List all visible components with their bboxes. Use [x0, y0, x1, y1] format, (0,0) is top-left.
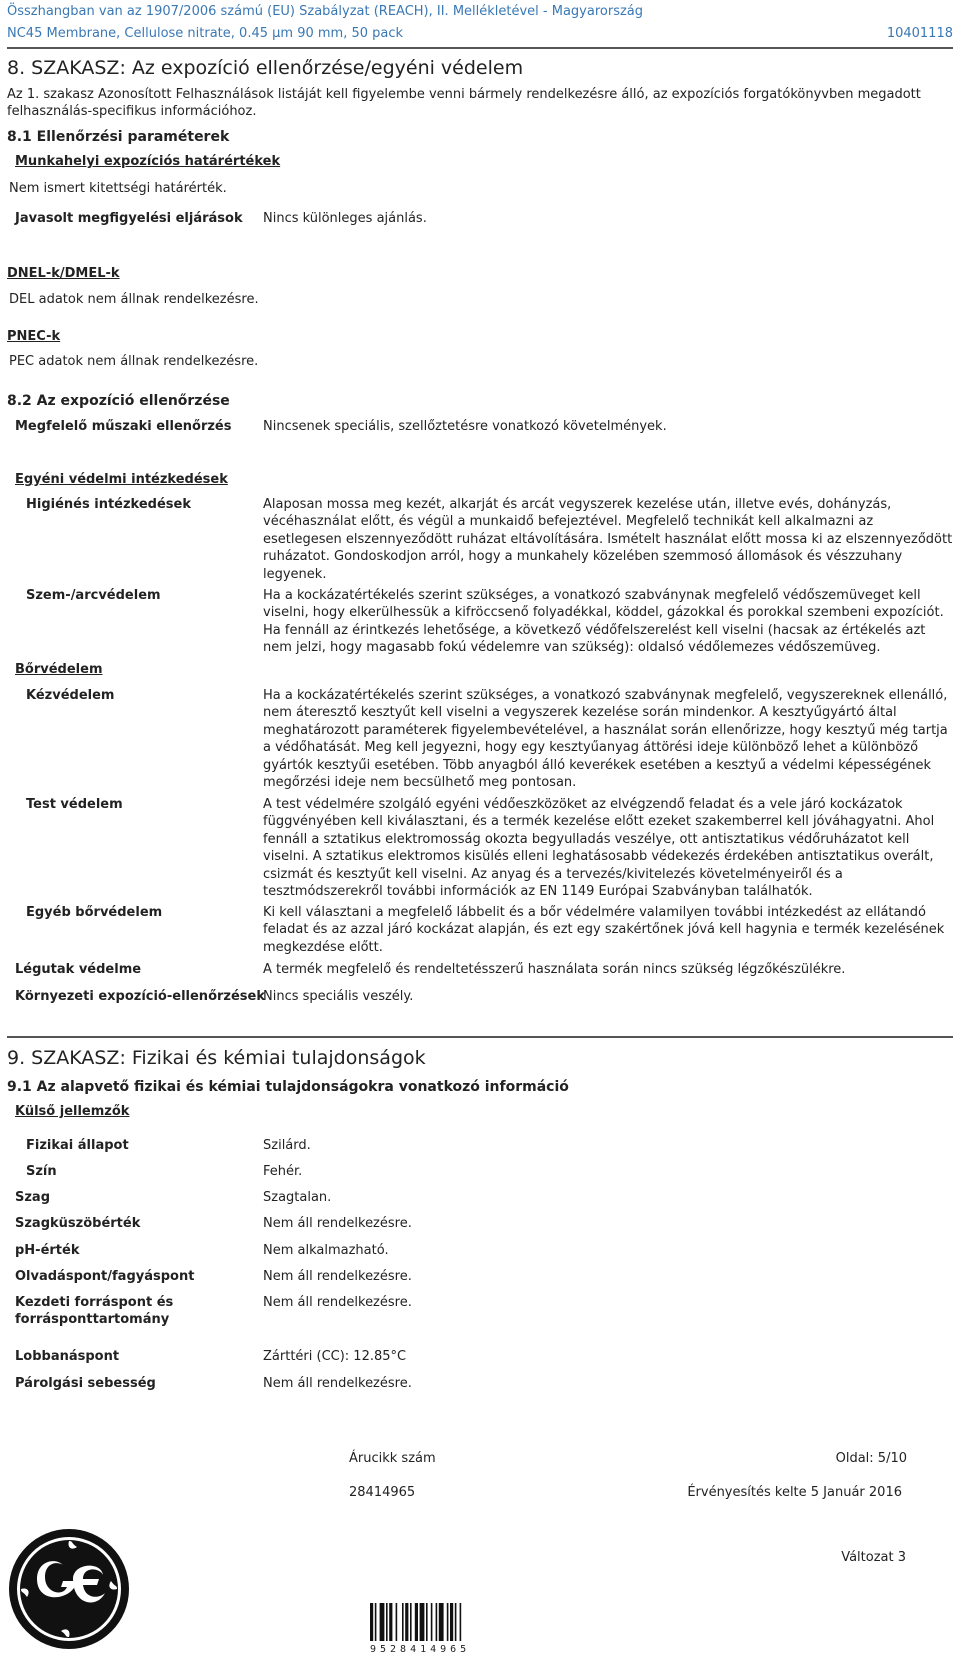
- workplace-limits-title: Munkahelyi expozíciós határértékek: [15, 154, 281, 169]
- hygiene-label: Higiénés intézkedések: [26, 497, 191, 512]
- property-value: Nem áll rendelkezésre.: [263, 1295, 412, 1310]
- barcode-bar: [431, 1603, 433, 1641]
- environmental-value: Nincs speciális veszély.: [263, 989, 414, 1004]
- property-label: Kezdeti forráspont és forrásponttartomány: [15, 1295, 174, 1328]
- dnel-text: DEL adatok nem állnak rendelkezésre.: [9, 292, 259, 307]
- eye-protection-value: Ha a kockázatértékelés szerint szükséges, a vonatkozó szabványnak megfelelő védőszemüveget kell viselni, hogy elkerülhessük a kifröccsenő folyadékkal, köddel, gázokkal és porokkal szembeni expozíciót. Ha fennáll az érintkezés lehetősége, a következő védőfelszerelést kell viselni (hacsak az értékelés azt nem jelzi, hogy magasabb fokú védelemre van szükség): oldalsó védőlemezes védőszemüveg.: [263, 588, 944, 656]
- other-skin-value: Ki kell választani a megfelelő lábbelit és a bőr védelmére valamilyen további intézkedést az ellátandó feladat és az azzal járó kockázat alapján, és ezt egy szakértőnek jóvá kell hagynia e termék kezelésének megkezdése előtt.: [263, 905, 945, 955]
- property-value: Nem áll rendelkezésre.: [263, 1376, 412, 1391]
- property-value: Nem áll rendelkezésre.: [263, 1216, 412, 1231]
- property-label: Szagküszöbérték: [15, 1216, 141, 1231]
- property-label: Lobbanáspont: [15, 1349, 120, 1364]
- property-value: Nem áll rendelkezésre.: [263, 1269, 412, 1284]
- version: Változat 3: [841, 1550, 906, 1565]
- engineering-controls-value: Nincsenek speciális, szellőztetésre vonatkozó követelmények.: [263, 419, 667, 434]
- barcode-bar: [375, 1603, 377, 1641]
- barcode: [370, 1603, 494, 1641]
- ge-logo: [7, 1527, 131, 1651]
- validation-date: Érvényesítés kelte 5 Január 2016: [687, 1485, 902, 1500]
- engineering-controls-label: Megfelelő műszaki ellenőrzés: [15, 419, 232, 434]
- header-code: 10401118: [886, 26, 953, 41]
- property-label: Fizikai állapot: [26, 1138, 129, 1153]
- pnec-text: PEC adatok nem állnak rendelkezésre.: [9, 354, 259, 369]
- header-regulation: Összhangban van az 1907/2006 számú (EU) Szabályzat (REACH), II. Mellékletével - Magyarország: [7, 4, 644, 19]
- hand-protection-value: Ha a kockázatértékelés szerint szükséges, a vonatkozó szabványnak megfelelő, vegyszereknek ellenálló, nem áteresztő kesztyűt kell viselni a vegyszerek kezelése során mindenkor. A kesztyűgyártó által meghatározott paraméterek figyelembevételével, a használat során ellenőrizze, hogy kesztyű még tartja a védőhatását. Meg kell jegyezni, hogy egy kesztyűanyag áttörési ideje különböző lehet a különböző gyártók kesztyűi esetében. Több anyagból álló keverékek esetében a kesztyű a védelmi képességének megőrzési ideje nem becsülhető meg pontosan.: [263, 688, 948, 791]
- barcode-bar: [439, 1603, 444, 1641]
- barcode-bar: [450, 1603, 453, 1641]
- property-value: Nem alkalmazható.: [263, 1243, 389, 1258]
- section-divider: [7, 1036, 953, 1038]
- ppe-title: Egyéni védelmi intézkedések: [15, 472, 228, 487]
- barcode-bar: [415, 1603, 418, 1641]
- property-label: Olvadáspont/fagyáspont: [15, 1269, 195, 1284]
- barcode-bar: [426, 1603, 428, 1641]
- barcode-bar: [455, 1603, 457, 1641]
- barcode-bar: [405, 1603, 408, 1641]
- section-8-title: 8. SZAKASZ: Az expozíció ellenőrzése/egyéni védelem: [7, 57, 524, 79]
- section-9-title: 9. SZAKASZ: Fizikai és kémiai tulajdonságok: [7, 1047, 426, 1069]
- property-value: Zárttéri (CC): 12.85°C: [263, 1349, 407, 1364]
- barcode-bar: [396, 1603, 398, 1641]
- monitoring-value: Nincs különleges ajánlás.: [263, 211, 427, 226]
- header-product: NC45 Membrane, Cellulose nitrate, 0.45 µm 90 mm, 50 pack: [7, 26, 404, 41]
- property-label: Szag: [15, 1190, 51, 1205]
- property-value: Szagtalan.: [263, 1190, 332, 1205]
- barcode-bar: [410, 1603, 412, 1641]
- workplace-limits-text: Nem ismert kitettségi határérték.: [9, 181, 227, 196]
- environmental-label: Környezeti expozíció-ellenőrzések: [15, 989, 265, 1004]
- other-skin-label: Egyéb bőrvédelem: [26, 905, 163, 920]
- barcode-bar: [447, 1603, 449, 1641]
- eye-protection-label: Szem-/arcvédelem: [26, 588, 161, 603]
- skin-protection-title: Bőrvédelem: [15, 662, 103, 677]
- respiratory-value: A termék megfelelő és rendeltetésszerű használata során nincs szükség légzőkészülékre.: [263, 962, 846, 977]
- barcode-digits: 9528414965: [370, 1644, 471, 1655]
- pnec-title: PNEC-k: [7, 329, 61, 344]
- subsection-9-1: 9.1 Az alapvető fizikai és kémiai tulajdonságokra vonatkozó információ: [7, 1079, 569, 1095]
- subsection-8-1: 8.1 Ellenőrzési paraméterek: [7, 129, 230, 145]
- barcode-bar: [420, 1603, 425, 1641]
- header-product-line: [7, 25, 953, 42]
- barcode-bar: [380, 1603, 385, 1641]
- monitoring-label: Javasolt megfigyelési eljárások: [15, 211, 243, 226]
- section-8-intro: Az 1. szakasz Azonosított Felhasználások listáját kell figyelembe venni bármely rendelkezésre álló, az expozíciós forgatókönyvben megadott felhasználás-specifikus információhoz.: [7, 87, 921, 120]
- property-label: Párolgási sebesség: [15, 1376, 156, 1391]
- appearance-title: Külső jellemzők: [15, 1104, 130, 1119]
- item-number: 28414965: [349, 1485, 416, 1500]
- hygiene-value: Alaposan mossa meg kezét, alkarját és arcát vegyszerek kezelése után, illetve evés, dohányzás, vécéhasználat előtt, és végül a munkaidő befejeztével. Megfelelő technikát kell alkalmazni az esetlegesen elszennyeződött ruházat eltávolítására. Ismételt használat előtt mossa ki az elszennyeződött ruházatot. Gondoskodjon arról, hogy a munkahely közelében szemmosó állomások és vészzuhany legyenek.: [263, 497, 953, 582]
- hand-protection-label: Kézvédelem: [26, 688, 115, 703]
- barcode-bar: [402, 1603, 404, 1641]
- barcode-bar: [370, 1603, 373, 1641]
- item-number-label: Árucikk szám: [349, 1451, 436, 1466]
- respiratory-label: Légutak védelme: [15, 962, 142, 977]
- barcode-bar: [389, 1603, 392, 1641]
- body-protection-label: Test védelem: [26, 797, 123, 812]
- barcode-bar: [460, 1603, 462, 1641]
- property-label: Szín: [26, 1164, 57, 1179]
- property-value: Szilárd.: [263, 1138, 311, 1153]
- subsection-8-2: 8.2 Az expozíció ellenőrzése: [7, 393, 230, 409]
- barcode-bar: [386, 1603, 388, 1641]
- body-protection-value: A test védelmére szolgáló egyéni védőeszközöket az elvégzendő feladat és a vele járó kockázatok függvényében kell kiválasztani, és a termék kezelése előtt ezeket szakemberrel kell jóváhagyatni. Ahol fennáll a sztatikus elektromosság okozta begyulladás veszélye, ott antisztatikus védőruházatot kell viselni. A sztatikus elektromos kisülés elleni leghatásosabb védekezés érdekében antisztatikus overált, csizmát és kesztyűt kell viselni. Az anyag és a tervezés/kivitelezés követelményeiről és a tesztmódszerekről további információk az EN 1149 Európai Szabványban találhatók.: [263, 797, 935, 900]
- property-value: Fehér.: [263, 1164, 303, 1179]
- page-number: Oldal: 5/10: [835, 1451, 907, 1466]
- header-divider: [7, 47, 953, 49]
- property-label: pH-érték: [15, 1243, 80, 1258]
- barcode-bar: [436, 1603, 438, 1641]
- dnel-title: DNEL-k/DMEL-k: [7, 266, 120, 281]
